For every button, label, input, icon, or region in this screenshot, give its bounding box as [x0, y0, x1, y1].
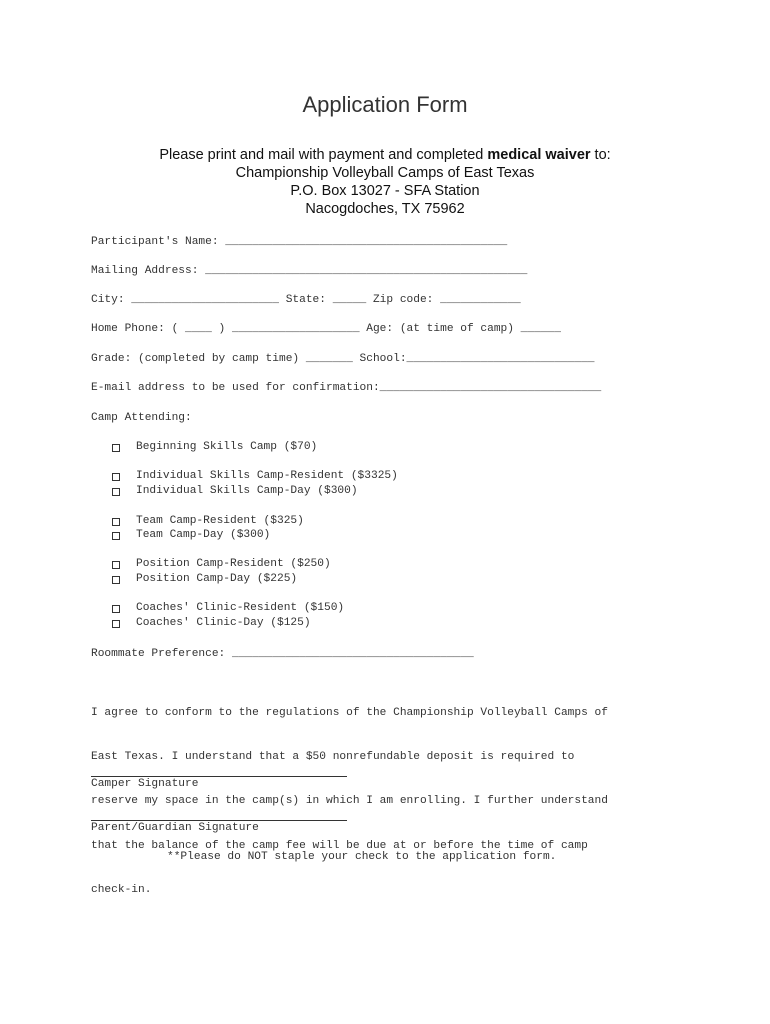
po-box: P.O. Box 13027 - SFA Station — [290, 183, 480, 199]
camp-option-label: Individual Skills Camp-Resident ($3325) — [136, 470, 398, 482]
camp-option-label: Team Camp-Day ($300) — [136, 529, 271, 541]
medical-waiver-emphasis: medical waiver — [487, 147, 591, 163]
camp-option-label: Coaches' Clinic-Resident ($150) — [136, 602, 345, 614]
checkbox-individual-day[interactable] — [112, 488, 120, 496]
checkbox-position-day[interactable] — [112, 576, 120, 584]
agreement-line: that the balance of the camp fee will be due at or before the time of camp — [91, 839, 588, 852]
form-title: Application Form — [302, 92, 468, 117]
checkbox-coaches-resident[interactable] — [112, 605, 120, 613]
checkbox-team-resident[interactable] — [112, 518, 120, 526]
camp-option-label: Position Camp-Day ($225) — [136, 573, 298, 585]
parent-signature-label: Parent/Guardian Signature — [91, 822, 259, 834]
checkbox-coaches-day[interactable] — [112, 620, 120, 628]
camp-attending-label: Camp Attending: — [91, 412, 192, 424]
mailing-address-field[interactable]: Mailing Address: ________________________________________________ — [91, 265, 528, 277]
city-state-zip-address: Nacogdoches, TX 75962 — [305, 201, 465, 217]
instruction-text: Please print and mail with payment and completed — [159, 147, 488, 163]
camp-option-label: Beginning Skills Camp ($70) — [136, 441, 318, 453]
agreement-line: check-in. — [91, 884, 152, 897]
camp-option-label: Position Camp-Resident ($250) — [136, 558, 331, 570]
staple-note: **Please do NOT staple your check to the application form. — [167, 851, 557, 863]
agreement-line: I agree to conform to the regulations of the Championship Volleyball Camps of — [91, 706, 608, 719]
instruction-text-end: to: — [590, 147, 611, 163]
checkbox-beginning-skills[interactable] — [112, 444, 120, 452]
mailing-instructions — [0, 146, 770, 218]
roommate-preference-field[interactable]: Roommate Preference: ____________________________________ — [91, 648, 474, 660]
city-state-zip-field[interactable]: City: ______________________ State: _____ Zip code: ____________ — [91, 294, 521, 306]
camper-signature-label: Camper Signature — [91, 778, 199, 790]
camp-option-label: Coaches' Clinic-Day ($125) — [136, 617, 311, 629]
phone-age-field[interactable]: Home Phone: ( ____ ) ___________________ Age: (at time of camp) ______ — [91, 323, 561, 335]
parent-signature-line[interactable] — [91, 820, 347, 821]
camper-signature-line[interactable] — [91, 776, 347, 777]
participant-name-field[interactable]: Participant's Name: __________________________________________ — [91, 236, 508, 248]
agreement-line: reserve my space in the camp(s) in which I am enrolling. I further understand — [91, 795, 608, 808]
agreement-line: East Texas. I understand that a $50 nonrefundable deposit is required to — [91, 750, 575, 763]
camp-option-label: Team Camp-Resident ($325) — [136, 515, 304, 527]
instruction-line — [0, 146, 770, 164]
checkbox-position-resident[interactable] — [112, 561, 120, 569]
email-field[interactable]: E-mail address to be used for confirmation:_________________________________ — [91, 382, 602, 394]
agreement-paragraph — [91, 676, 691, 913]
grade-school-field[interactable]: Grade: (completed by camp time) _______ School:____________________________ — [91, 353, 595, 365]
checkbox-individual-resident[interactable] — [112, 473, 120, 481]
organization-name: Championship Volleyball Camps of East Texas — [235, 165, 535, 181]
camp-option-label: Individual Skills Camp-Day ($300) — [136, 485, 358, 497]
checkbox-team-day[interactable] — [112, 532, 120, 540]
